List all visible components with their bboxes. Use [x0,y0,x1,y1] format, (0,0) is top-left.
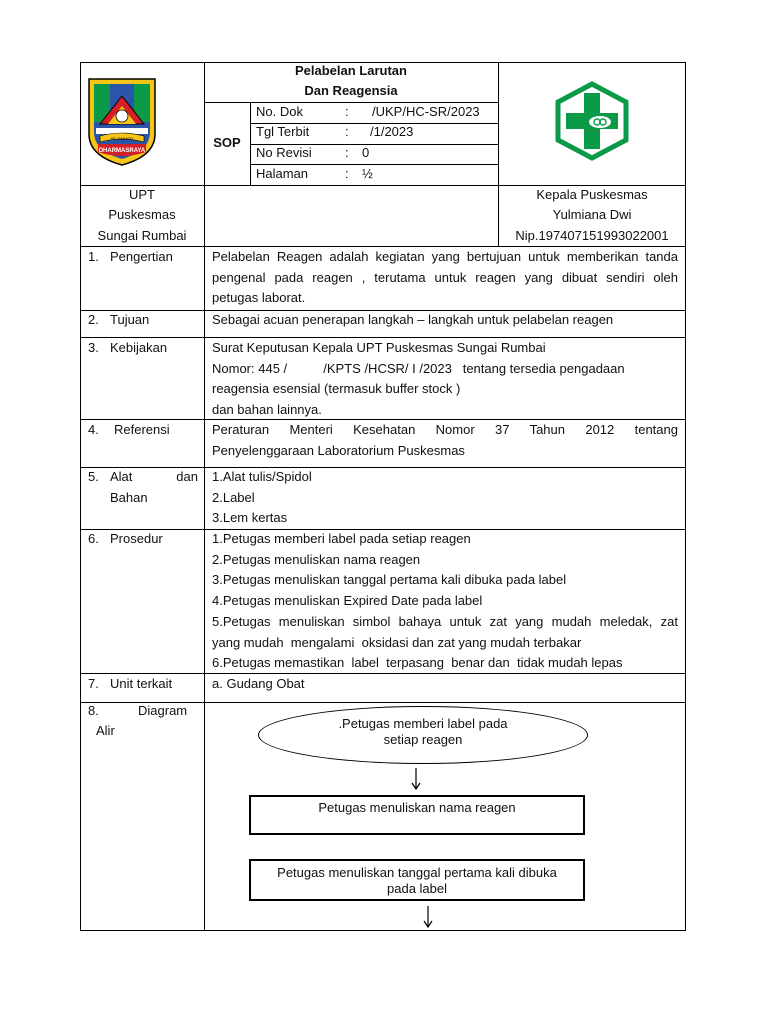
section-8-label-line1: Diagram [138,703,188,718]
section-8-num: 8. [88,703,99,718]
kebijakan-line-4: dan bahan lainnya. [212,402,322,417]
section-5-num: 5. [88,469,99,484]
flow-arrow-down-icon [422,906,434,930]
unit-line-3: Sungai Rumbai [97,228,187,243]
tujuan-line-1: Sebagai acuan penerapan langkah – langkah untuk pelabelan reagen [212,312,614,327]
title-underline [204,102,498,103]
doc-label-tgl-terbit: Tgl Terbit [256,124,310,139]
doc-value-no-dok: /UKP/HC-SR/2023 [372,104,480,119]
prosedur-line-4: 4.Petugas menuliskan Expired Date pada label [212,593,483,608]
section-6-label: Prosedur [110,531,163,546]
section-4-num: 4. [88,422,99,437]
section-4-label: Referensi [114,422,170,437]
flow-start-line2: setiap reagen [383,732,463,747]
head-title: Kepala Puskesmas [536,187,648,202]
doc-value-halaman: ½ [362,166,373,181]
sop-label: SOP [213,135,241,150]
doc-sep: : [345,124,349,139]
section-3-label: Kebijakan [110,340,168,355]
header-bottom-line [80,185,686,186]
section-7-label: Unit terkait [110,676,173,691]
pengertian-line-1: Pelabelan Reagen adalah kegiatan yang bertujuan untuk memberikan tanda [212,249,678,264]
prosedur-line-5: 5.Petugas menuliskan simbol bahaya untuk zat yang mudah meledak, zat [212,614,678,629]
row-line-6 [80,529,686,530]
row-line-7 [80,673,686,674]
doc-sep: : [345,166,349,181]
unit-terkait-line-1: a. Gudang Obat [212,676,305,691]
doc-value-tgl-terbit: /1/2023 [370,124,414,139]
row-line-2 [80,310,686,311]
section-8-label-line2: Alir [96,723,115,738]
section-3-num: 3. [88,340,99,355]
prosedur-line-3: 3.Petugas menuliskan tanggal pertama kali dibuka pada label [212,572,567,587]
prosedur-line-2: 2.Petugas menuliskan nama reagen [212,552,421,567]
alat-line-3: 3.Lem kertas [212,510,288,525]
flow-start-line1: .Petugas memberi label pada [338,716,508,731]
head-nip: Nip.197407151993022001 [515,228,669,243]
section-1-num: 1. [88,249,99,264]
logo-banner-text: SE-SAKATO [110,136,134,141]
flow-step-1-text: Petugas menuliskan nama reagen [318,800,516,815]
doc-sep: : [345,104,349,119]
pengertian-line-3: petugas laborat. [212,290,306,305]
sop-title-line1: Pelabelan Larutan [295,63,407,78]
doc-label-no-revisi: No Revisi [256,145,312,160]
referensi-line-2: Penyelenggaraan Laboratorium Puskesmas [212,443,465,458]
sop-title-line2: Dan Reagensia [304,83,398,98]
kebijakan-line-3: reagensia esensial (termasuk buffer stock ) [212,381,461,396]
referensi-line-1: Peraturan Menteri Kesehatan Nomor 37 Tahun 2012 tentang [212,422,678,437]
row-line-4 [80,419,686,420]
logo-text: DHARMASRAYA [98,148,146,154]
doc-label-no-dok: No. Dok [256,104,303,119]
kebijakan-line-1: Surat Keputusan Kepala UPT Puskesmas Sungai Rumbai [212,340,546,355]
doc-sep: : [345,145,349,160]
section-2-num: 2. [88,312,99,327]
row-line-3 [80,337,686,338]
prosedur-line-6: yang mudah mengalami oksidasi dan zat yang mudah terbakar [212,635,582,650]
alat-line-1: 1.Alat tulis/Spidol [212,469,312,484]
head-name: Yulmiana Dwi [552,207,632,222]
border-bottom [80,930,686,931]
doc-value-no-revisi: 0 [362,145,370,160]
pengertian-line-2: pengenal pada reagen , terutama untuk reagen yang dibuat sendiri oleh [212,270,678,285]
section-6-num: 6. [88,531,99,546]
section-1-label: Pengertian [110,249,173,264]
unit-line-2: Puskesmas [108,207,176,222]
section-2-label: Tujuan [110,312,150,327]
unit-line-1: UPT [129,187,155,202]
puskesmas-logo-icon [554,81,630,161]
alat-line-2: 2.Label [212,490,255,505]
flow-step-2-line1: Petugas menuliskan tanggal pertama kali dibuka [277,865,557,880]
section-5-label-line2: Bahan [110,490,148,505]
doc-label-halaman: Halaman [256,166,309,181]
row-line-1 [80,246,686,247]
dharmasraya-logo-icon [86,76,158,168]
doc-row-line-3 [250,164,498,165]
prosedur-line-7: 6.Petugas memastikan label terpasang benar dan tidak mudah lepas [212,655,623,670]
col-divider [204,62,205,931]
section-5-label-line1: Alat dan [110,469,198,484]
section-7-num: 7. [88,676,99,691]
kebijakan-line-2: Nomor: 445 / /KPTS /HCSR/ I /2023 tentang tersedia pengadaan [212,361,625,376]
flow-step-2-line2: pada label [387,881,447,896]
flow-arrow-down-icon [410,768,422,792]
prosedur-line-1: 1.Petugas memberi label pada setiap reagen [212,531,471,546]
row-line-5 [80,467,686,468]
